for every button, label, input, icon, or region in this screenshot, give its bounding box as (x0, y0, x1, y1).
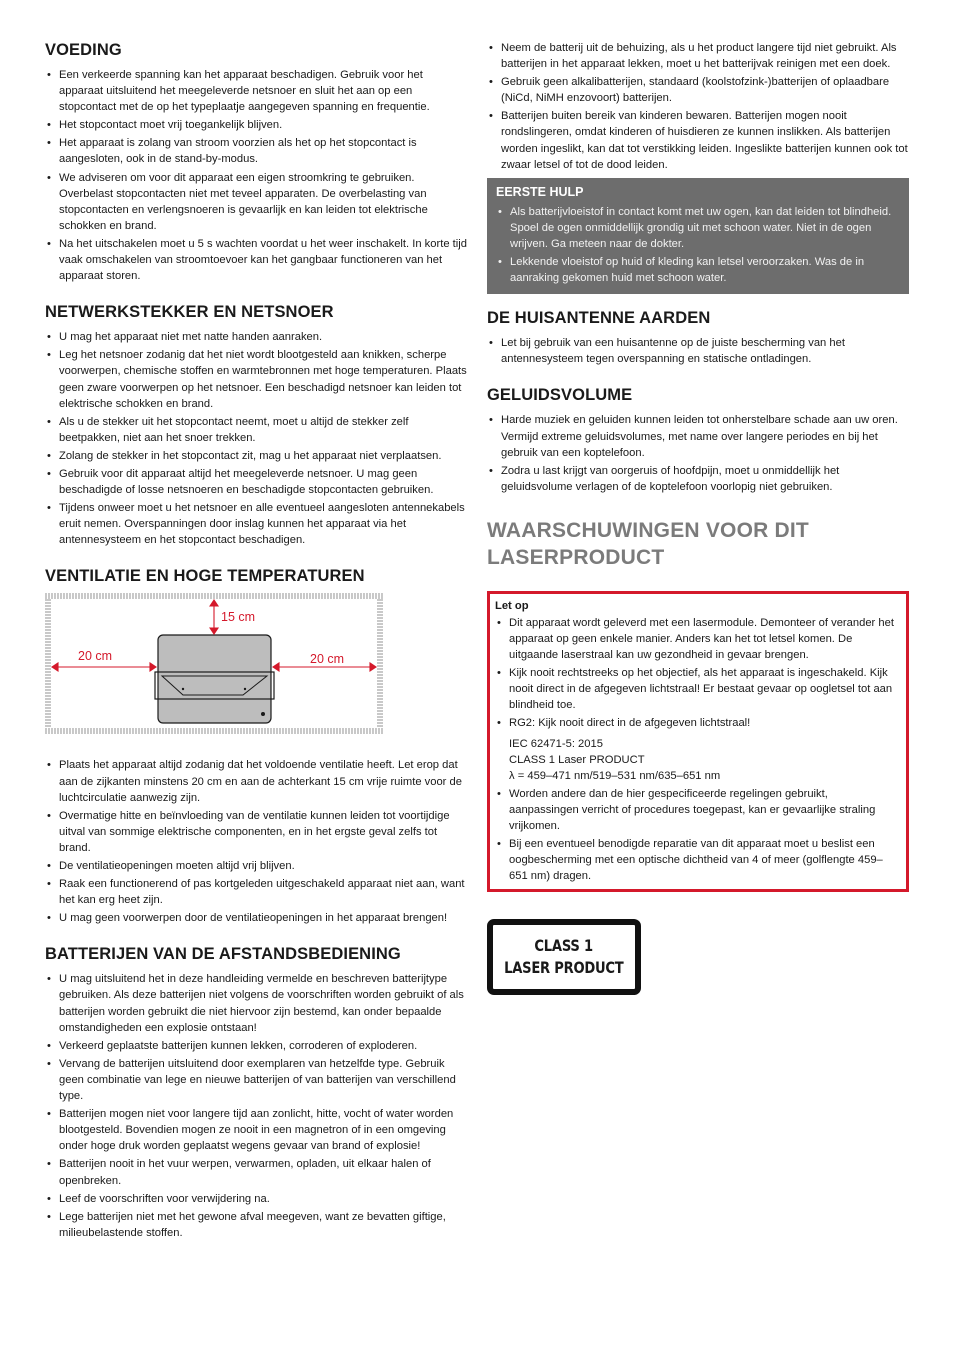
right-column (487, 40, 909, 995)
list-item: • Het stopcontact moet vrij toegankelijk blijven. (45, 117, 467, 133)
arrowhead (210, 600, 218, 606)
wall-bottom (45, 728, 383, 734)
list-item: • Kijk nooit rechtstreeks op het objectief, als het apparaat is ingeschakeld. Kijk nooit direct in de afgegeven lichtstraal! Er bestaat gevaar op oogletsel tot aan blindheid toe. (495, 665, 900, 713)
bullet-list (45, 971, 467, 1241)
section-title: VENTILATIE EN HOGE TEMPERATUREN (45, 567, 365, 586)
list-item: • Na het uitschakelen moet u 5 s wachten voordat u het weer inschakelt. In korte tijd vaak omschakelen van stroomtoevoer kan het gangbaar functioneren van het apparaat storen. (45, 236, 467, 284)
wall-top (45, 593, 383, 599)
list-item: • We adviseren om voor dit apparaat een eigen stroomkring te gebruiken. Overbelast stopcontacten niet met teveel apparaten. De overbelasting van stopcontacten en verlengsnoeren is gevaarlijk en kan leiden tot elektrische schokken en brand. (45, 170, 467, 234)
list-item: • Gebruik voor dit apparaat altijd het meegeleverde netsnoer. U mag geen beschadigde of losse netsnoeren en beschadigde stopcontacten gebruiken. (45, 466, 467, 498)
section-batterijen (45, 944, 467, 1241)
laser-heading: WAARSCHUWINGEN VOOR DIT LASERPRODUCT (487, 518, 809, 569)
arrowhead (370, 663, 376, 671)
list-item (495, 715, 900, 783)
list-item: • Lekkende vloeistof op huid of kleding kan letsel veroorzaken. Was de in aanraking gekomen huid met schoon water. (496, 254, 899, 286)
list-item: • Dit apparaat wordt geleverd met een lasermodule. Demonteer of verander het apparaat op geen enkele manier. Anders kan het tot letsel komen. De uitgaande laserstraal kan uw gezondheid in gevaar brengen. (495, 615, 900, 663)
section-antenne (487, 308, 909, 367)
device-dot (182, 688, 184, 690)
bullet-list (495, 615, 900, 885)
list-item: • Een verkeerde spanning kan het apparaat beschadigen. Gebruik voor het apparaat uitsluitend het meegeleverde netsnoer en sluit het aan op een stopcontact met de op het typeplaatje aangegeven spanning en frequentie. (45, 67, 467, 115)
list-item: • Batterijen nooit in het vuur werpen, verwarmen, opladen, uit elkaar halen of openbreken. (45, 1156, 467, 1188)
section-title: DE HUISANTENNE AARDEN (487, 309, 711, 328)
section-title: VOEDING (45, 41, 122, 59)
list-item: • Als batterijvloeistof in contact komt met uw ogen, kan dat leiden tot blindheid. Spoel de ogen onmiddellijk grondig uit met schoon water. Niet in de ogen wrijven. Ga meteen naar de dokter. (496, 204, 899, 252)
spec-line: λ = 459–471 nm/519–531 nm/635–651 nm (509, 769, 721, 782)
list-item: • Vervang de batterijen uitsluitend door exemplaren van hetzelfde type. Gebruik geen combinatie van lege en nieuwe batterijen of van batterijen van verschillend type. (45, 1056, 467, 1104)
list-item: • U mag uitsluitend het in deze handleiding vermelde en beschreven batterijtype gebruiken. Als deze batterijen niet volgens de voorschriften worden gebruikt of als batterijen worden gebruikt die niet hiervoor zijn bestemd, kan onder bepaalde omstandigheden een explosie ontstaan! (45, 971, 467, 1035)
first-aid-box (487, 178, 909, 294)
list-item: • Batterijen mogen niet voor langere tijd aan zonlicht, hitte, vocht of water worden blootgesteld. Bovendien mogen ze nooit in een magnetron of in een omgeving onder hoge druk worden geplaatst wegens gevaar van brand of explosie! (45, 1106, 467, 1154)
list-item: • Bij een eventueel benodigde reparatie van dit apparaat moet u beslist een oogbescherming met een optische dichtheid van 4 of meer (golflengte 459–651 nm) dragen. (495, 836, 900, 884)
list-item-text: • RG2: Kijk nooit direct in de afgegeven lichtstraal! (509, 717, 751, 730)
section-laser (487, 517, 909, 996)
list-item: • Verkeerd geplaatste batterijen kunnen lekken, corroderen of exploderen. (45, 1038, 467, 1054)
warning-label: Let op (495, 599, 529, 612)
section-voeding (45, 40, 467, 284)
list-item: • Lege batterijen niet met het gewone afval meegeven, want ze bevatten giftige, milieubelastende stoffen. (45, 1209, 467, 1241)
bullet-list (45, 329, 467, 548)
list-item: • Leg het netsnoer zodanig dat het niet wordt blootgesteld aan knikken, scherpe voorwerpen, chemische stoffen en warmtebronnen met hoge temperaturen. Plaats geen zware voorwerpen op het netsnoer. Een beschadigd netsnoer kan leiden tot elektrische schokken en brand. (45, 347, 467, 411)
section-netwerkstekker (45, 302, 467, 548)
wall-left (45, 599, 51, 728)
list-item: • U mag geen voorwerpen door de ventilatieopeningen in het apparaat brengen! (45, 910, 467, 926)
left-column (45, 40, 467, 1259)
class-label-line: CLASS 1 (534, 936, 594, 956)
arrowhead (52, 663, 58, 671)
list-item: • Gebruik geen alkalibatterijen, standaard (koolstofzink-)batterijen of oplaadbare (NiCd, NiMH enzovoort) batterijen. (487, 74, 909, 106)
list-item: • U mag het apparaat niet met natte handen aanraken. (45, 329, 467, 345)
section-geluidsvolume (487, 385, 909, 494)
list-item: • De ventilatieopeningen moeten altijd vrij blijven. (45, 858, 467, 874)
wall-right (377, 599, 383, 728)
list-item: • Zodra u last krijgt van oorgeruis of hoofdpijn, moet u onmiddellijk het geluidsvolume verlagen of de koptelefoon voorlopig niet gebruiken. (487, 463, 909, 495)
list-item: • Let bij gebruik van een huisantenne op de juiste bescherming van het antennesysteem tegen overspanning en statische ontladingen. (487, 335, 909, 367)
list-item: • Harde muziek en geluiden kunnen leiden tot onherstelbare schade aan uw oren. Vermijd extreme geluidsvolumes, met name over langere periodes en bij het gebruik van een koptelefoon. (487, 412, 909, 460)
bullet-list (487, 412, 909, 494)
bullet-list (45, 757, 467, 926)
section-title: GELUIDSVOLUME (487, 386, 633, 405)
first-aid-title: EERSTE HULP (496, 184, 584, 199)
ventilation-diagram-graphic (45, 593, 385, 735)
power-dot (261, 712, 265, 716)
label-left: 20 cm (78, 649, 113, 664)
device-body (158, 635, 271, 723)
list-item: • Neem de batterij uit de behuizing, als u het product langere tijd niet gebruikt. Als batterijen in het apparaat lekken, moet u het batterijvak reinigen met een doek. (487, 40, 909, 72)
arrowhead (210, 628, 218, 634)
list-item: • Als u de stekker uit het stopcontact neemt, moet u altijd de stekker zelf beetpakken, niet aan het snoer trekken. (45, 414, 467, 446)
ventilation-diagram (45, 593, 385, 735)
arrowhead (273, 663, 279, 671)
device-dot (244, 688, 246, 690)
section-title: BATTERIJEN VAN DE AFSTANDSBEDIENING (45, 945, 401, 964)
class-label-line: LASER PRODUCT (504, 958, 624, 978)
bullet-list-continued (487, 40, 909, 173)
section-title: NETWERKSTEKKER EN NETSNOER (45, 303, 334, 322)
list-item: • Batterijen buiten bereik van kinderen bewaren. Batterijen mogen nooit rondslingeren, omdat kinderen of huisdieren ze kunnen inslikken. Als batterijen worden ingeslikt, kan dat tot verstikking leiden. Ingeslikte batterijen kunnen ook tot zwaar letsel of tot de dood leiden. (487, 108, 909, 172)
list-item: • Overmatige hitte en beïnvloeding van de ventilatie kunnen leiden tot voortijdige uitval van sommige elektrische componenten, en in het ergste geval zelfs tot brand. (45, 808, 467, 856)
list-item: • Plaats het apparaat altijd zodanig dat het voldoende ventilatie heeft. Let erop dat aan de zijkanten minstens 20 cm en aan de achterkant 15 cm vrije ruimte voor de luchtcirculatie aanwezig zijn. (45, 757, 467, 805)
list-item: • Worden andere dan de hier gespecificeerde regelingen gebruikt, aanpassingen verricht of procedures toegepast, kan er gevaarlijke straling vrijkomen. (495, 786, 900, 834)
label-top: 15 cm (221, 610, 256, 625)
laser-warning-box (487, 591, 909, 893)
list-item: • Zolang de stekker in het stopcontact zit, mag u het apparaat niet verplaatsen. (45, 448, 467, 464)
list-item: • Raak een functionerend of pas kortgeleden uitgeschakeld apparaat niet aan, want het kan erg heet zijn. (45, 876, 467, 908)
arrowhead (150, 663, 156, 671)
section-ventilatie (45, 566, 467, 926)
bullet-list (487, 335, 909, 367)
list-item: • Tijdens onweer moet u het netsnoer en alle eventueel aangesloten antennekabels eruit nemen. Overspanningen door inslag kunnen het apparaat via het antennesysteem en het stopcontact beschadigen. (45, 500, 467, 548)
list-item: • Het apparaat is zolang van stroom voorzien als het op het stopcontact is aangesloten, ook in de stand-by-modus. (45, 135, 467, 167)
spec-line: CLASS 1 Laser PRODUCT (509, 753, 645, 766)
bullet-list (496, 204, 899, 286)
label-right: 20 cm (310, 652, 345, 667)
class1-laser-label (487, 919, 641, 995)
bullet-list (45, 67, 467, 284)
spec-line: IEC 62471-5: 2015 (509, 737, 603, 750)
list-item: • Leef de voorschriften voor verwijdering na. (45, 1191, 467, 1207)
